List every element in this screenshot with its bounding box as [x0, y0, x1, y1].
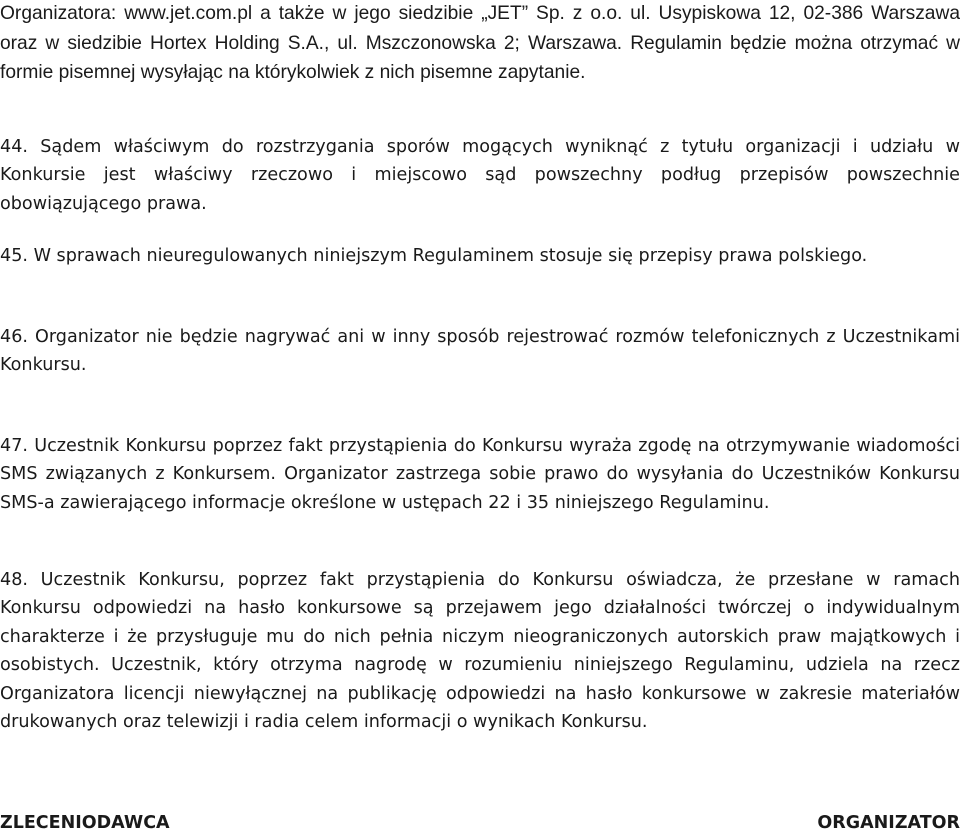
signature-row	[0, 811, 960, 835]
paragraph-46: 46. Organizator nie będzie nagrywać ani w inny sposób rejestrować rozmów telefonicznych z Uczestnikami Konkursu.	[0, 327, 960, 376]
paragraph-48: 48. Uczestnik Konkursu, poprzez fakt przystąpienia do Konkursu oświadcza, że przesłane w ramach Konkursu odpowiedzi na hasło konkursowe są przejawem jego działalności twórczej o indywidualnym charakterze i że przysługuje mu do nich pełnia niczym nieograniczonych autorskich praw majątkowych i osobistych. Uczestnik, który otrzyma nagrodę w rozumieniu niniejszego Regulaminu, udziela na rzecz Organizatora licencji niewyłącznej na publikację odpowiedzi na hasło konkursowe w zakresie materiałów drukowanych oraz telewizji i radia celem informacji o wynikach Konkursu.	[0, 570, 960, 733]
paragraph-44: 44. Sądem właściwym do rozstrzygania sporów mogących wyniknąć z tytułu organizacji i udziału w Konkursie jest właściwy rzeczowo i miejscowo sąd powszechny podług przepisów powszechnie obowiązującego prawa.	[0, 137, 960, 214]
paragraph-45: 45. W sprawach nieuregulowanych niniejszym Regulaminem stosuje się przepisy prawa polskiego.	[0, 246, 868, 266]
signature-zleceniodawca: ZLECENIODAWCA	[0, 813, 170, 833]
paragraph-intro: Organizatora: www.jet.com.pl a także w jego siedzibie „JET” Sp. z o.o. ul. Usypiskowa 12, 02-386 Warszawa oraz w siedzibie Hortex Holding S.A., ul. Mszczonowska 2; Warszawa. Regulamin będzie można otrzymać w formie pisemnej wysyłając na którykolwiek z nich pisemne zapytanie.	[0, 3, 960, 83]
signature-organizator: ORGANIZATOR	[817, 813, 960, 833]
paragraph-47: 47. Uczestnik Konkursu poprzez fakt przystąpienia do Konkursu wyraża zgodę na otrzymywanie wiadomości SMS związanych z Konkursem. Organizator zastrzega sobie prawo do wysyłania do Uczestników Konkursu SMS-a zawierającego informacje określone w ustępach 22 i 35 niniejszego Regulaminu.	[0, 436, 960, 513]
